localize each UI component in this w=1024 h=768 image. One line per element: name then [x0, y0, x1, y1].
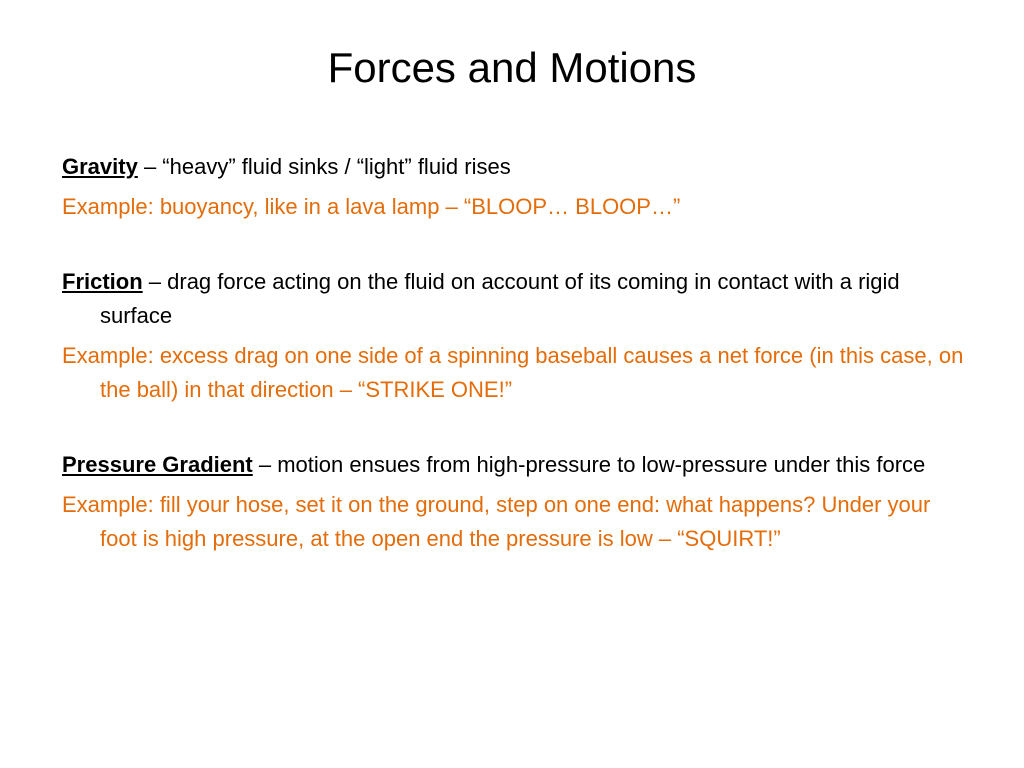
slide-body [62, 150, 972, 597]
example-friction: Example: excess drag on one side of a spinning baseball causes a net force (in this case, on the ball) in that direction – “STRIKE ONE!” [62, 343, 964, 402]
definition-text-pressure-gradient: – motion ensues from high-pressure to low-pressure under this force [252, 452, 926, 477]
definition-text-friction: – drag force acting on the fluid on account of its coming in contact with a rigid surface [100, 269, 900, 328]
section-pressure-gradient [62, 448, 972, 556]
section-friction [62, 265, 972, 407]
term-gravity: Gravity [62, 154, 138, 179]
section-gravity [62, 150, 972, 224]
slide-title: Forces and Motions [327, 44, 697, 91]
term-pressure-gradient: Pressure Gradient [62, 452, 253, 477]
definition-gravity [62, 150, 972, 184]
definition-friction [62, 265, 972, 333]
example-gravity: Example: buoyancy, like in a lava lamp – “BLOOP… BLOOP…” [62, 194, 681, 219]
term-friction: Friction [62, 269, 143, 294]
definition-pressure-gradient [62, 448, 972, 482]
definition-text-gravity: – “heavy” fluid sinks / “light” fluid rises [137, 154, 511, 179]
example-pressure-gradient: Example: fill your hose, set it on the ground, step on one end: what happens? Under your foot is high pressure, at the open end the pressure is low – “SQUIRT!” [62, 492, 931, 551]
